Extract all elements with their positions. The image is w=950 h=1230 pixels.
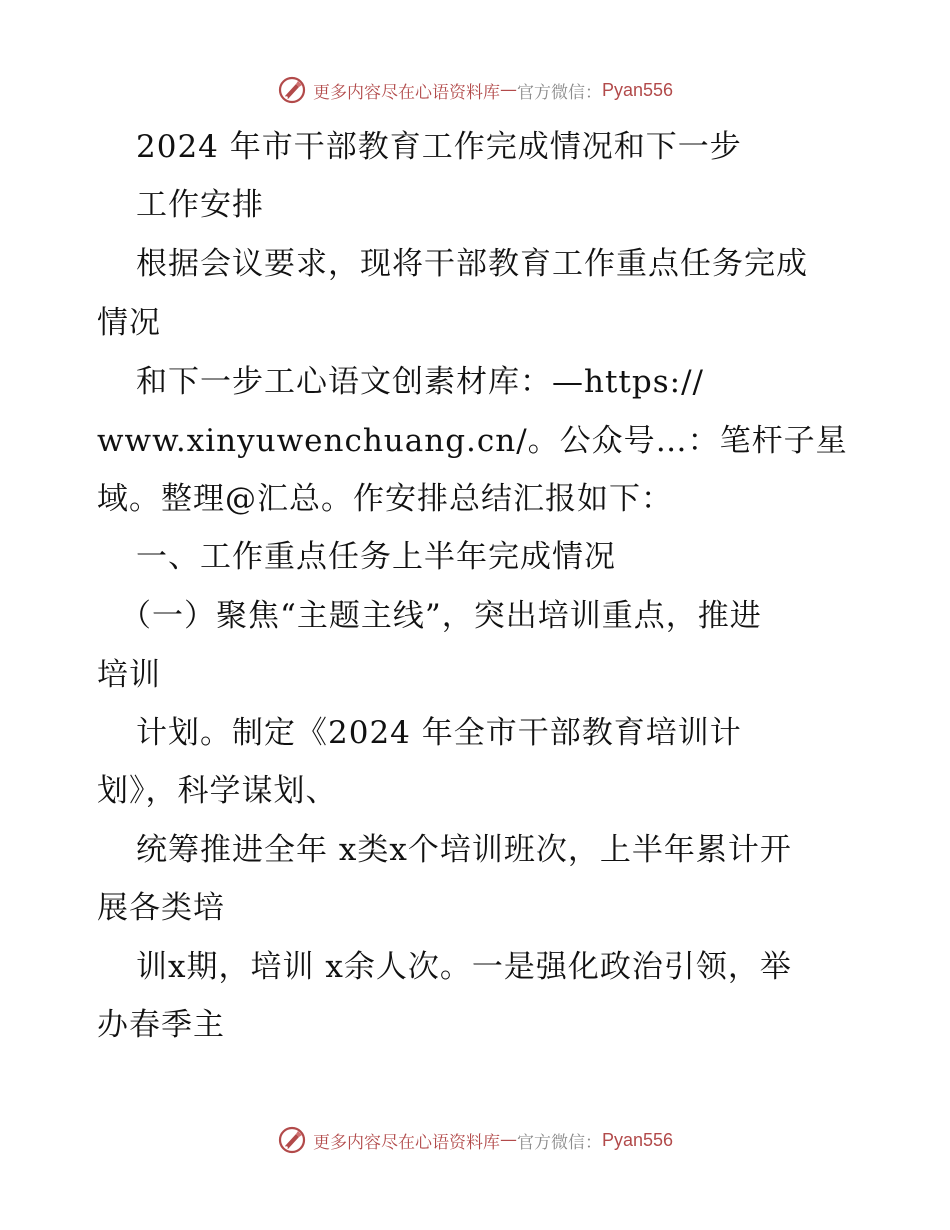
banner-separator: — [499, 80, 517, 100]
section-heading: 一、工作重点任务上半年完成情况 [136, 539, 616, 575]
paragraph-line: 根据会议要求，现将干部教育工作重点任务完成 [136, 246, 808, 282]
banner-wechat-id: Pyan556 [601, 79, 674, 100]
paragraph-line: 办春季主 [97, 1007, 225, 1043]
paragraph-line: 展各类培 [97, 890, 225, 926]
subsection-heading: （一）聚焦“主题主线”，突出培训重点，推进 [120, 598, 762, 634]
paragraph-line: 计划。制定《2024 年全市干部教育培训计 [136, 715, 742, 751]
banner-wechat-label: 官方微信： [516, 1132, 602, 1153]
paragraph-line: 情况 [97, 305, 161, 341]
document-title-line-2: 工作安排 [136, 187, 264, 223]
banner-wechat-label: 官方微信： [516, 82, 602, 103]
banner-main-text: 更多内容尽在心语资料库 [312, 82, 500, 103]
document-title-line-1: 2024 年市干部教育工作完成情况和下一步 [136, 129, 742, 165]
header-watermark-banner [0, 70, 950, 110]
paragraph-line: www.xinyuwenchuang.cn/。公众号…：笔杆子星 [97, 423, 848, 459]
banner-wechat-id: Pyan556 [601, 1129, 674, 1150]
paragraph-line: 训x期，培训 x余人次。一是强化政治引领，举 [136, 949, 792, 985]
footer-watermark-banner [0, 1120, 950, 1160]
paragraph-line: 划》，科学谋划、 [97, 773, 338, 809]
banner-separator: — [499, 1130, 517, 1150]
paragraph-line: 培训 [97, 657, 161, 693]
banner-main-text: 更多内容尽在心语资料库 [312, 1132, 500, 1153]
pen-logo-icon [277, 75, 307, 105]
paragraph-line: 统筹推进全年 x类x个培训班次，上半年累计开 [136, 832, 792, 868]
paragraph-line: 域。整理@汇总。作安排总结汇报如下： [97, 481, 673, 517]
pen-logo-icon [277, 1125, 307, 1155]
paragraph-line: 和下一步工心语文创素材库：—https:// [136, 364, 704, 400]
